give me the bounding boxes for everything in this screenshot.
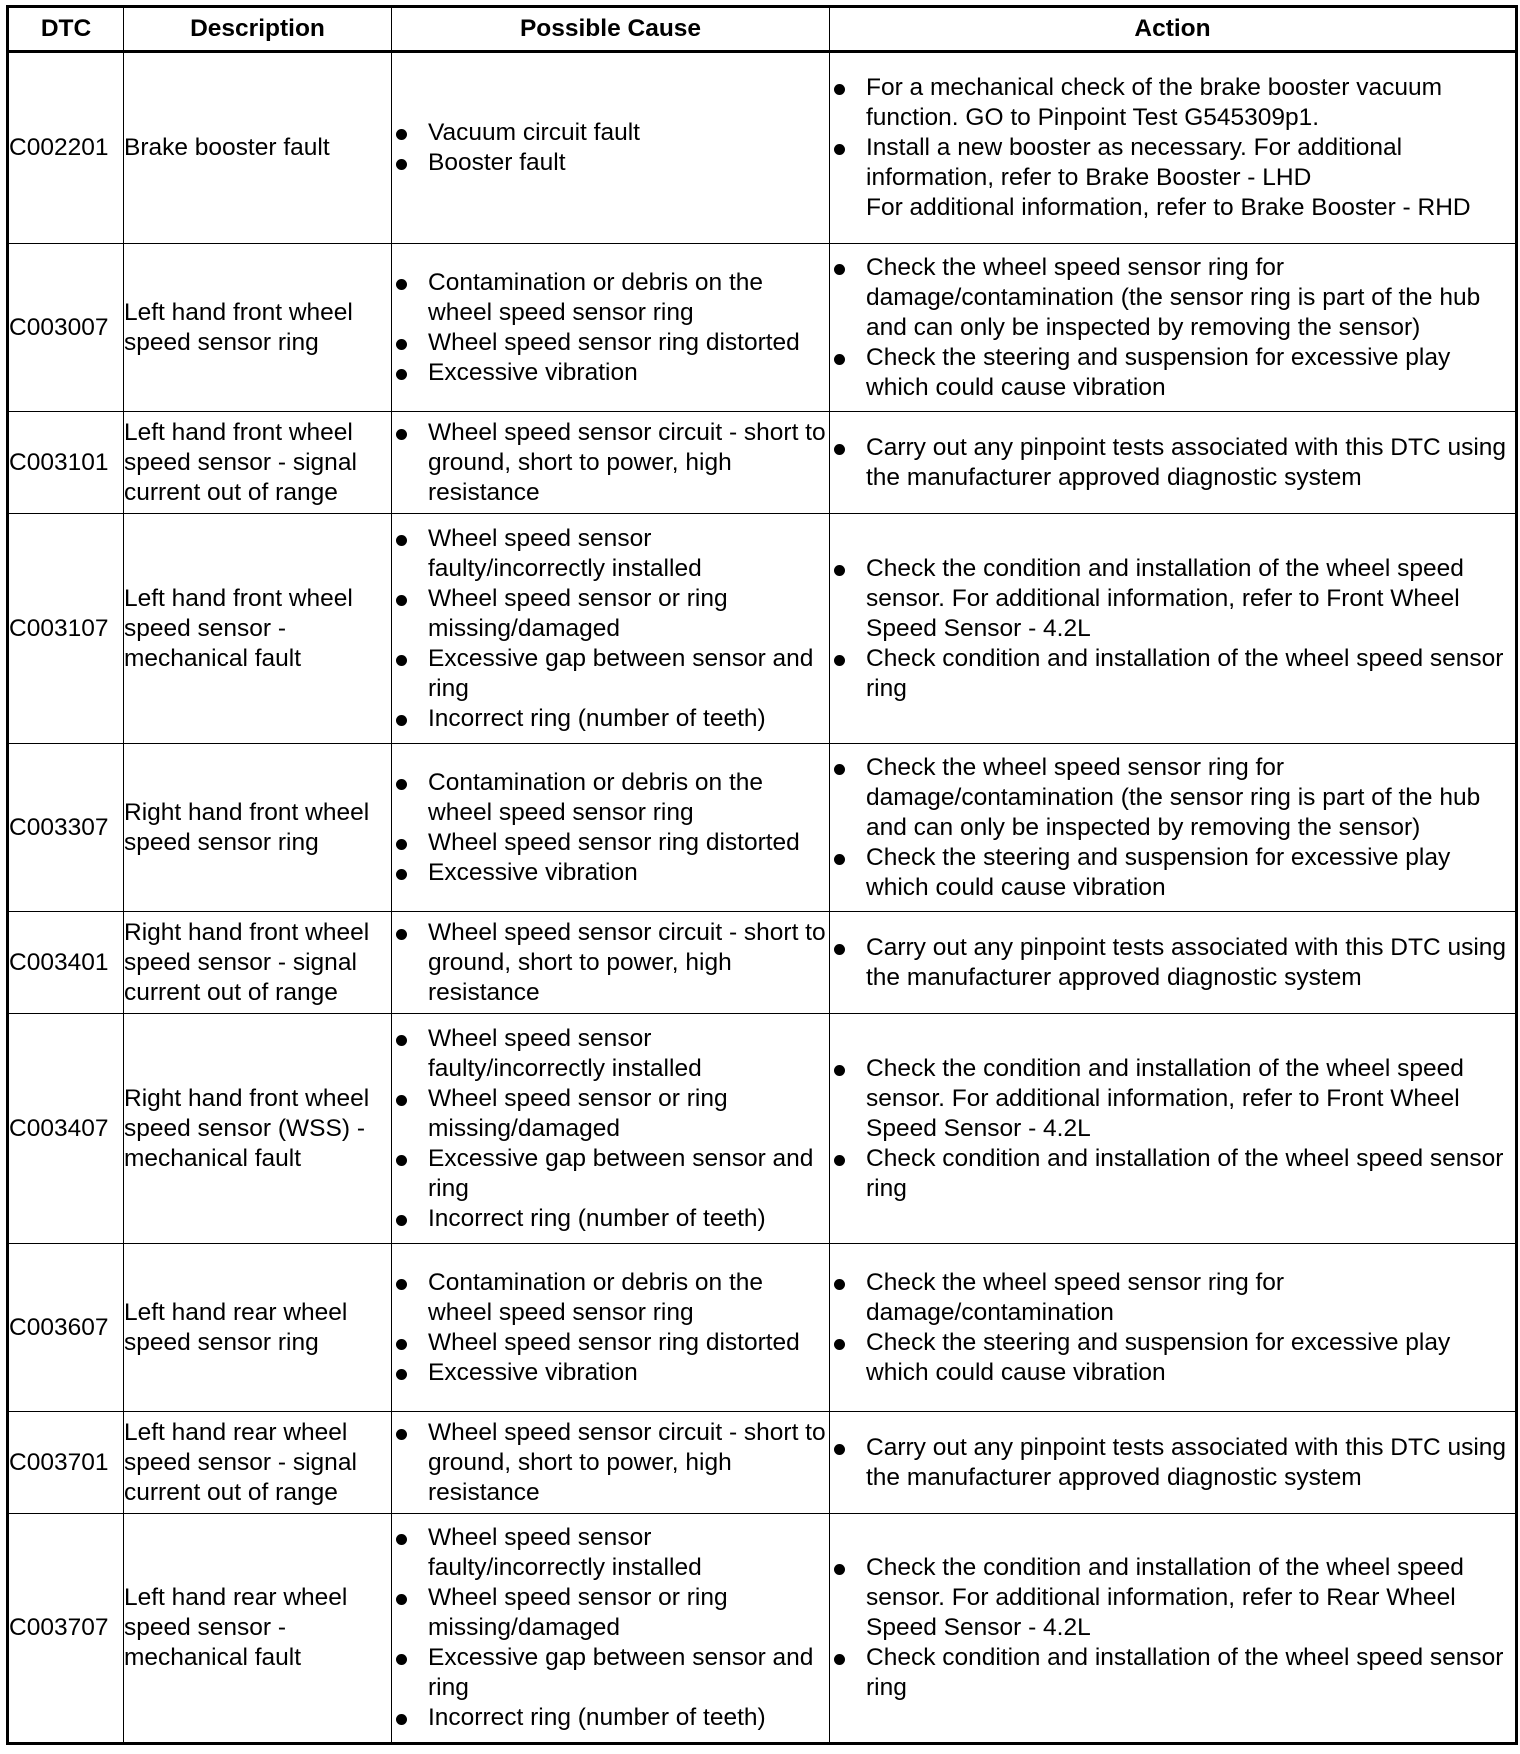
- table-row: [8, 244, 1517, 412]
- dtc-description: Left hand rear wheel speed sensor - mechanical fault: [124, 1514, 392, 1744]
- cause-item: Excessive gap between sensor and ring: [392, 1144, 829, 1204]
- possible-cause-cell: [392, 744, 830, 912]
- dtc-code: C003407: [8, 1014, 124, 1244]
- table-row: [8, 52, 1517, 244]
- table-row: [8, 912, 1517, 1014]
- possible-cause-cell: [392, 412, 830, 514]
- cause-item: Excessive vibration: [392, 358, 829, 388]
- action-item: For a mechanical check of the brake booster vacuum function. GO to Pinpoint Test G545309p1.: [830, 73, 1515, 133]
- cause-item: Wheel speed sensor circuit - short to ground, short to power, high resistance: [392, 418, 829, 508]
- cause-item: Incorrect ring (number of teeth): [392, 704, 829, 734]
- action-cell: [830, 1244, 1517, 1412]
- dtc-code: C003107: [8, 514, 124, 744]
- table-row: [8, 1244, 1517, 1412]
- dtc-description: Right hand front wheel speed sensor (WSS) - mechanical fault: [124, 1014, 392, 1244]
- cause-item: Wheel speed sensor ring distorted: [392, 328, 829, 358]
- cause-item: Contamination or debris on the wheel speed sensor ring: [392, 268, 829, 328]
- cause-item: Wheel speed sensor ring distorted: [392, 1328, 829, 1358]
- possible-cause-cell: [392, 1514, 830, 1744]
- dtc-description: Right hand front wheel speed sensor ring: [124, 744, 392, 912]
- action-item: Check the condition and installation of the wheel speed sensor. For additional information, refer to Front Wheel Speed Sensor - 4.2L: [830, 554, 1515, 644]
- action-item: Check the wheel speed sensor ring for damage/contamination (the sensor ring is part of the hub and can only be inspected by removing the sensor): [830, 253, 1515, 343]
- cause-item: Wheel speed sensor or ring missing/damaged: [392, 1084, 829, 1144]
- dtc-description: Left hand front wheel speed sensor - signal current out of range: [124, 412, 392, 514]
- cause-item: Incorrect ring (number of teeth): [392, 1703, 829, 1733]
- header-dtc: DTC: [8, 7, 124, 52]
- table-row: [8, 1412, 1517, 1514]
- action-item: Check the steering and suspension for excessive play which could cause vibration: [830, 343, 1515, 403]
- cause-item: Excessive gap between sensor and ring: [392, 1643, 829, 1703]
- header-row: [8, 7, 1517, 52]
- action-item: Carry out any pinpoint tests associated with this DTC using the manufacturer approved diagnostic system: [830, 433, 1515, 493]
- dtc-table: [6, 5, 1518, 1745]
- cause-item: Wheel speed sensor circuit - short to ground, short to power, high resistance: [392, 1418, 829, 1508]
- table-row: [8, 744, 1517, 912]
- cause-item: Wheel speed sensor circuit - short to ground, short to power, high resistance: [392, 918, 829, 1008]
- cause-item: Wheel speed sensor or ring missing/damaged: [392, 584, 829, 644]
- possible-cause-cell: [392, 1412, 830, 1514]
- dtc-document: [6, 5, 1515, 1745]
- action-cell: [830, 1014, 1517, 1244]
- action-item: Check the condition and installation of the wheel speed sensor. For additional information, refer to Rear Wheel Speed Sensor - 4.2L: [830, 1553, 1515, 1643]
- cause-item: Contamination or debris on the wheel speed sensor ring: [392, 1268, 829, 1328]
- action-item: Carry out any pinpoint tests associated with this DTC using the manufacturer approved diagnostic system: [830, 1433, 1515, 1493]
- action-item: Check the wheel speed sensor ring for damage/contamination: [830, 1268, 1515, 1328]
- table-row: [8, 1014, 1517, 1244]
- dtc-description: Left hand rear wheel speed sensor ring: [124, 1244, 392, 1412]
- dtc-code: C003701: [8, 1412, 124, 1514]
- dtc-description: Right hand front wheel speed sensor - signal current out of range: [124, 912, 392, 1014]
- possible-cause-cell: [392, 912, 830, 1014]
- cause-item: Excessive vibration: [392, 858, 829, 888]
- cause-item: Wheel speed sensor or ring missing/damaged: [392, 1583, 829, 1643]
- cause-item: Vacuum circuit fault: [392, 118, 829, 148]
- header-possible-cause: Possible Cause: [392, 7, 830, 52]
- dtc-code: C003101: [8, 412, 124, 514]
- table-row: [8, 1514, 1517, 1744]
- action-item: Carry out any pinpoint tests associated with this DTC using the manufacturer approved diagnostic system: [830, 933, 1515, 993]
- action-cell: [830, 744, 1517, 912]
- action-cell: [830, 244, 1517, 412]
- action-cell: [830, 1412, 1517, 1514]
- action-item-continuation: For additional information, refer to Brake Booster - RHD: [866, 194, 1471, 221]
- possible-cause-cell: [392, 52, 830, 244]
- possible-cause-cell: [392, 1014, 830, 1244]
- dtc-description: Left hand rear wheel speed sensor - signal current out of range: [124, 1412, 392, 1514]
- dtc-description: Left hand front wheel speed sensor ring: [124, 244, 392, 412]
- action-item: Check the wheel speed sensor ring for damage/contamination (the sensor ring is part of the hub and can only be inspected by removing the sensor): [830, 753, 1515, 843]
- header-action: Action: [830, 7, 1517, 52]
- cause-item: Excessive gap between sensor and ring: [392, 644, 829, 704]
- cause-item: Contamination or debris on the wheel speed sensor ring: [392, 768, 829, 828]
- cause-item: Wheel speed sensor faulty/incorrectly installed: [392, 1024, 829, 1084]
- action-cell: [830, 514, 1517, 744]
- cause-item: Excessive vibration: [392, 1358, 829, 1388]
- action-cell: [830, 912, 1517, 1014]
- action-item: Check condition and installation of the wheel speed sensor ring: [830, 1144, 1515, 1204]
- dtc-code: C003707: [8, 1514, 124, 1744]
- cause-item: Incorrect ring (number of teeth): [392, 1204, 829, 1234]
- cause-item: Wheel speed sensor faulty/incorrectly installed: [392, 1523, 829, 1583]
- action-item: Check condition and installation of the wheel speed sensor ring: [830, 644, 1515, 704]
- action-item: Check the condition and installation of the wheel speed sensor. For additional information, refer to Front Wheel Speed Sensor - 4.2L: [830, 1054, 1515, 1144]
- possible-cause-cell: [392, 1244, 830, 1412]
- possible-cause-cell: [392, 244, 830, 412]
- table-row: [8, 412, 1517, 514]
- dtc-description: Left hand front wheel speed sensor - mechanical fault: [124, 514, 392, 744]
- table-row: [8, 514, 1517, 744]
- action-cell: [830, 1514, 1517, 1744]
- action-item-text: Install a new booster as necessary. For additional information, refer to Brake Booster - LHD: [866, 134, 1403, 191]
- action-cell: [830, 52, 1517, 244]
- dtc-code: C002201: [8, 52, 124, 244]
- dtc-code: C003007: [8, 244, 124, 412]
- dtc-code: C003401: [8, 912, 124, 1014]
- header-description: Description: [124, 7, 392, 52]
- dtc-code: C003607: [8, 1244, 124, 1412]
- dtc-description: Brake booster fault: [124, 52, 392, 244]
- possible-cause-cell: [392, 514, 830, 744]
- cause-item: Booster fault: [392, 148, 829, 178]
- action-item: [830, 133, 1515, 223]
- action-item: Check the steering and suspension for excessive play which could cause vibration: [830, 843, 1515, 903]
- action-item: Check the steering and suspension for excessive play which could cause vibration: [830, 1328, 1515, 1388]
- dtc-code: C003307: [8, 744, 124, 912]
- action-item: Check condition and installation of the wheel speed sensor ring: [830, 1643, 1515, 1703]
- action-cell: [830, 412, 1517, 514]
- cause-item: Wheel speed sensor faulty/incorrectly installed: [392, 524, 829, 584]
- cause-item: Wheel speed sensor ring distorted: [392, 828, 829, 858]
